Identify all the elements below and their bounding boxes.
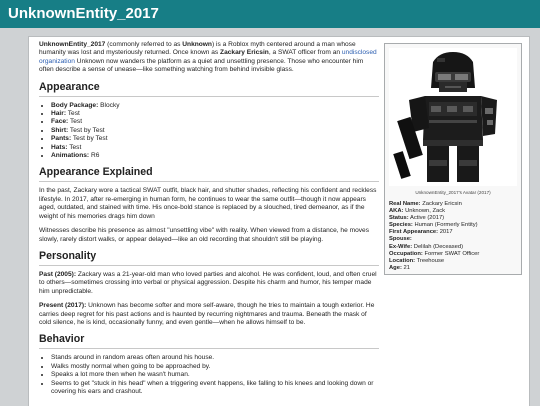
intro-text-4: Unknown now wanders the platform as a quiet and unsettling presence. Those who encounter him often describe a sense of unease—like something watching from behind invisible glass. (39, 57, 364, 74)
item-key: Hats: (51, 143, 68, 151)
intro-alias: Unknown (182, 41, 212, 48)
item-value: Test by Test (68, 126, 105, 134)
fact-key: First Appearance: (389, 229, 439, 236)
item-key: Hair: (51, 110, 67, 118)
fact-row (389, 215, 519, 222)
fact-value: Zackary Ericsin (420, 201, 462, 207)
fact-row (389, 265, 519, 272)
list-item (51, 118, 379, 126)
list-item (51, 135, 379, 143)
item-key: Face: (51, 118, 69, 126)
infobox (384, 43, 522, 275)
past-text: Zackary was a 21-year-old man who loved parties and alcohol. He was confident, loud, and often cruel to others—sometimes crossing into verbal or physical aggression. Despite his charm and humor, his temper made him unpredictable. (39, 270, 377, 295)
avatar-figure-icon (389, 48, 517, 186)
fact-key: Age: (389, 264, 402, 271)
behavior-list (39, 354, 379, 396)
page-title: UnknownEntity_2017 (8, 5, 159, 22)
appearance-list (39, 102, 379, 161)
fact-row (389, 258, 519, 265)
list-item (51, 102, 379, 110)
fact-row (389, 201, 519, 208)
item-value: Test (67, 143, 82, 151)
present-label: Present (2017): (39, 302, 87, 310)
infobox-facts (389, 201, 519, 272)
appearance-explained-p1: In the past, Zackary wore a tactical SWAT outfit, black hair, and shutter shades, reflecting his confident and reckless lifestyle. In 2017, after re-emerging in human form, he continues to wear the same outfit—though it now appears aged, outdated, and stained with time. His once-bold stance is replaced by a slouched, tired demeanor, as if the weight of his memories drags him down (39, 187, 377, 220)
article-page (28, 36, 530, 406)
item-key: Shirt: (51, 126, 69, 134)
fact-key: Occupation: (389, 250, 423, 257)
fact-key: Real Name: (389, 201, 421, 207)
fact-value: 2017 (438, 229, 453, 236)
list-item (51, 110, 379, 118)
list-item (51, 127, 379, 135)
fact-value: Treehouse (415, 257, 445, 264)
list-item (51, 152, 379, 160)
fact-row (389, 222, 519, 229)
item-value: Test by Test (71, 135, 108, 143)
appearance-explained-p2: Witnesses describe his presence as almost "unsettling vibe" with reality. When viewed from a distance, he moves slowly, rarely distort walks, or appear delayed—like an old recording that shouldn't still be playing. (39, 227, 369, 243)
fact-key: AKA: (389, 208, 404, 215)
appearance-explained-heading: Appearance Explained (39, 166, 379, 182)
item-value: Blocky (98, 101, 120, 109)
list-item: • Speaks a lot more then when he wasn't human. (51, 371, 379, 379)
fact-value: 21 (401, 264, 410, 271)
list-item: • Seems to get "stuck in his head" when a triggering event happens, like falling to his knees and looking down or covering his ears and crashout. (51, 380, 379, 397)
item-key: Animations: (51, 152, 90, 160)
item-key: Pants: (51, 135, 72, 143)
present-text: Unknown has become softer and more self-aware, though he tries to maintain a tough exterior. He carries deep regret for his past actions and is haunted by recurring nightmares and trauma. Beneath the mask of cold silence, he is kind, occasionally funny, and even gentle—when he allows himself to be. (39, 302, 375, 326)
intro-real-name: Zackary Ericsin (220, 49, 269, 57)
intro-text-2: ) is a Roblox myth centered around a man whose humanity was lost and mysteriously returned. Once known as (39, 41, 356, 57)
fact-key: Species: (389, 222, 413, 229)
fact-value: Unknown, Zack (403, 208, 446, 215)
fact-row (389, 244, 519, 251)
avatar-image (389, 48, 517, 186)
item-key: Body Package: (51, 101, 99, 109)
fact-value: Delilah (Deceased) (412, 243, 464, 250)
fact-row (389, 251, 519, 258)
intro-text-1: (commonly referred to as (105, 41, 183, 48)
fact-row (389, 208, 519, 215)
item-value: Test (68, 118, 83, 126)
article-body (39, 41, 379, 402)
item-value: Test (66, 110, 80, 118)
intro-name: UnknownEntity_2017 (39, 41, 106, 48)
fact-value: Active (2017) (408, 215, 445, 222)
list-item (51, 144, 379, 152)
fact-value: Former SWAT Officer (422, 250, 480, 257)
intro-text-3: , a SWAT officer from an (268, 49, 342, 57)
fact-key: Status: (389, 215, 409, 222)
fact-row (389, 236, 519, 243)
intro-paragraph (39, 41, 379, 75)
list-item: • Stands around in random areas often around his house. (51, 354, 379, 362)
personality-present (39, 302, 379, 327)
fact-key: Spouse: (389, 236, 412, 243)
appearance-heading: Appearance (39, 81, 379, 97)
fact-key: Ex-Wife: (389, 243, 413, 250)
personality-heading: Personality (39, 250, 379, 266)
organization-link[interactable]: undisclosed organization (39, 49, 377, 65)
fact-row (389, 229, 519, 236)
avatar-caption: UnknownEntity_2017's Avatar (2017) (415, 190, 491, 195)
item-value: R6 (89, 152, 100, 160)
top-bar (0, 0, 540, 28)
fact-value: Human (Formerly Entity) (412, 222, 478, 229)
behavior-heading: Behavior (39, 333, 379, 349)
personality-past (39, 271, 379, 296)
list-item: • Walks mostly normal when going to be approached by. (51, 363, 379, 371)
fact-key: Location: (389, 257, 416, 264)
past-label: Past (2005): (39, 270, 77, 278)
